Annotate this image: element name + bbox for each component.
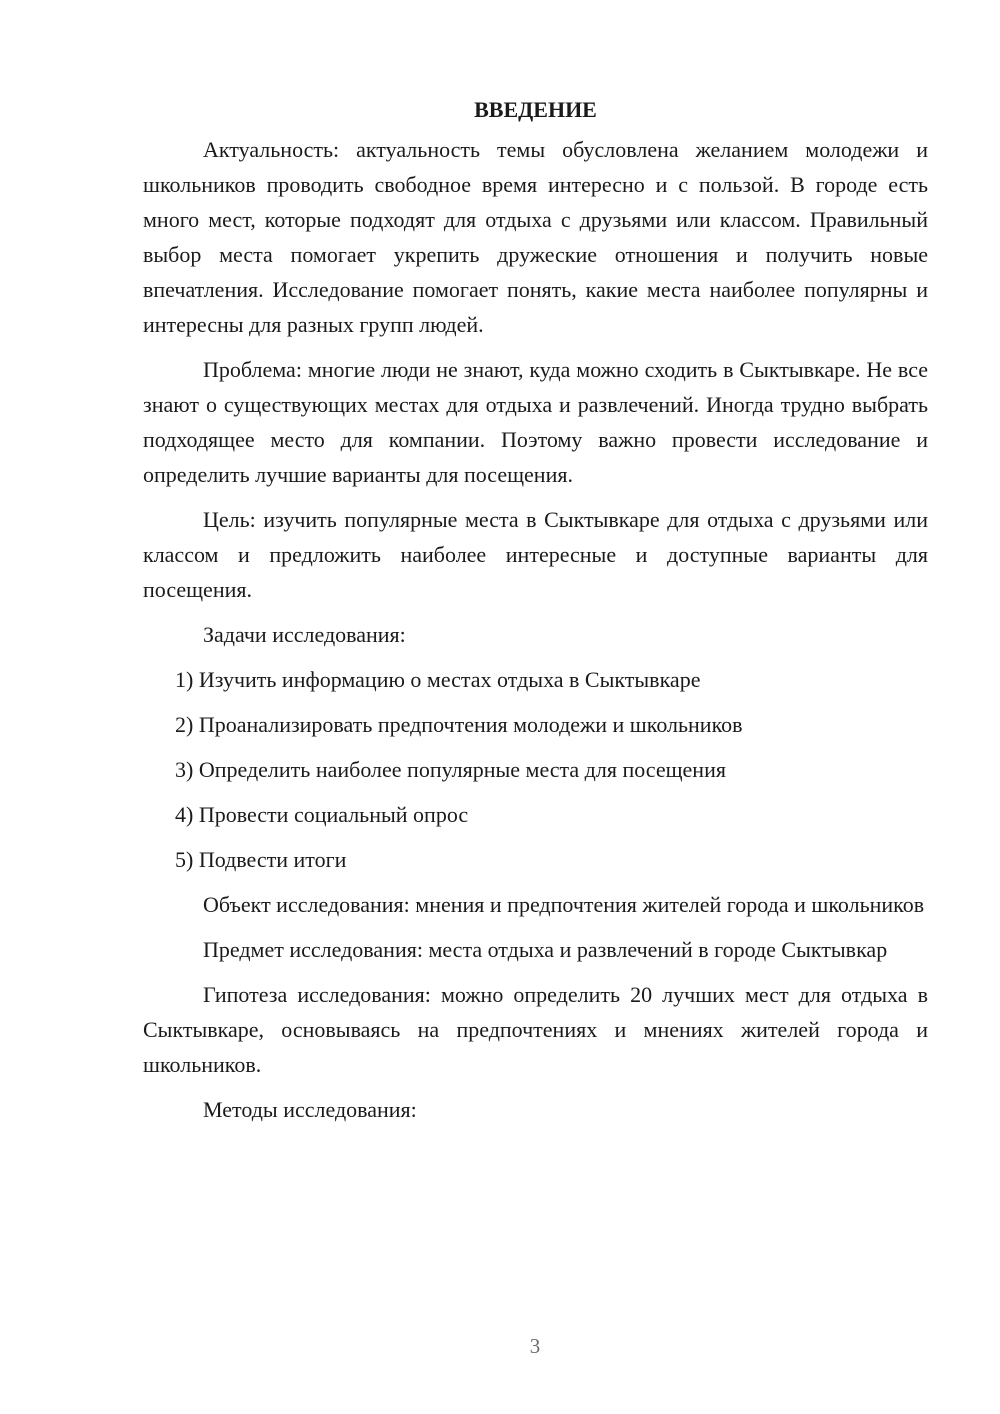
goal-paragraph: Цель: изучить популярные места в Сыктывкаре для отдыха с друзьями или классом и предложить наиболее интересные и доступные варианты для посещения.	[143, 507, 928, 602]
tasks-list	[143, 662, 928, 877]
task-item-1: 1) Изучить информацию о местах отдыха в Сыктывкаре	[175, 667, 701, 692]
task-item-2: 2) Проанализировать предпочтения молодежи и школьников	[175, 712, 743, 737]
object-paragraph: Объект исследования: мнения и предпочтения жителей города и школьников	[203, 892, 925, 917]
relevance-paragraph: Актуальность: актуальность темы обусловлена желанием молодежи и школьников проводить свободное время интересно и с пользой. В городе есть много мест, которые подходят для отдыха с друзьями или классом. Правильный выбор места помогает укрепить дружеские отношения и получить новые впечатления. Исследование помогает понять, какие места наиболее популярны и интересны для разных групп людей.	[143, 137, 928, 337]
page-content	[143, 92, 928, 1137]
tasks-title: Задачи исследования:	[203, 622, 406, 647]
page-number: 3	[529, 1334, 541, 1358]
task-item-5: 5) Подвести итоги	[175, 847, 347, 872]
section-heading: ВВЕДЕНИЕ	[474, 97, 597, 122]
task-item-4: 4) Провести социальный опрос	[175, 802, 469, 827]
methods-title: Методы исследования:	[203, 1097, 417, 1122]
task-item-3: 3) Определить наиболее популярные места для посещения	[175, 757, 726, 782]
subject-paragraph: Предмет исследования: места отдыха и развлечений в городе Сыктывкар	[203, 937, 888, 962]
hypothesis-paragraph: Гипотеза исследования: можно определить 20 лучших мест для отдыха в Сыктывкаре, основываясь на предпочтениях и мнениях жителей города и школьников.	[143, 982, 928, 1077]
problem-paragraph: Проблема: многие люди не знают, куда можно сходить в Сыктывкаре. Не все знают о существующих местах для отдыха и развлечений. Иногда трудно выбрать подходящее место для компании. Поэтому важно провести исследование и определить лучшие варианты для посещения.	[143, 357, 928, 487]
